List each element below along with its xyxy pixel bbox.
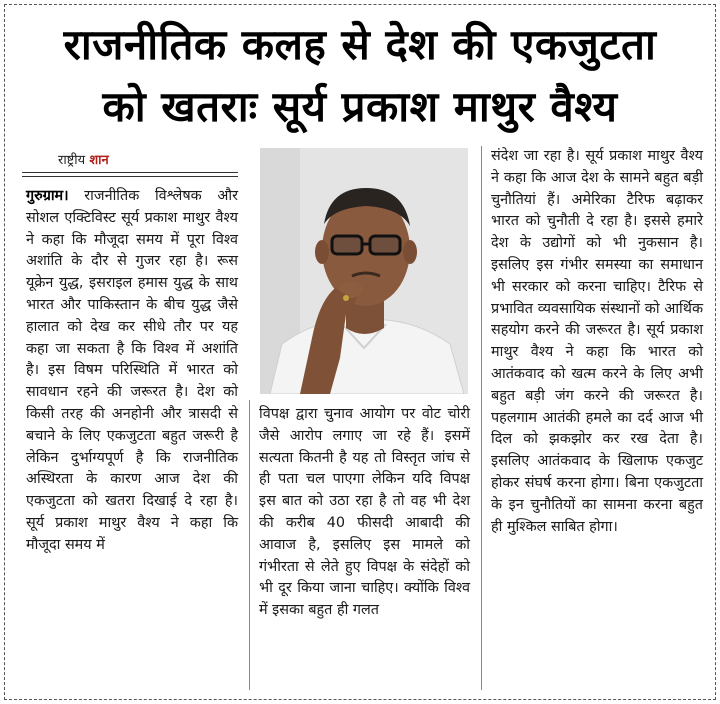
- dateline: गुरुग्राम।: [26, 188, 69, 204]
- article-column-3: [491, 146, 703, 538]
- column-1-text: राजनीतिक विश्लेषक और सोशल एक्टिविस्ट सूर्य प्रकाश माथुर वैश्य ने कहा कि मौजूदा समय में पूरा विश्व अशांति के दौर से गुजर रहा है। रूस यूक्रेन युद्ध, इसराइल हमास युद्ध के साथ भारत और पाकिस्तान के बीच युद्ध जैसे हालात को देख कर सीधे तौर पर यह कहा जा सकता है कि विश्व में अशांति है। इस विषम परिस्थिति में भारत को सावधान रहने की जरूरत है। देश को किसी तरह की अनहोनी और त्रासदी से बचाने के लिए एकजुटता बहुत जरूरी है लेकिन दुर्भाग्यपूर्ण है कि राजनीतिक अस्थिरता के कारण आज देश की एकजुटता को खतरा दिखाई दे रहा है। सूर्य प्रकाश माथुर वैश्य ने कहा कि मौजूदा समय में: [26, 188, 238, 553]
- column-divider-2: [481, 146, 482, 690]
- portrait-photo: [260, 148, 468, 394]
- byline-rule-bottom: [22, 176, 238, 177]
- byline: [58, 150, 228, 168]
- column-2-text: विपक्ष द्वारा चुनाव आयोग पर वोट चोरी जैसे आरोप लगाए जा रहे हैं। इसमें सत्यता कितनी है यह तो विस्तृत जांच से ही पता चल पाएगा लेकिन यदि विपक्ष इस बात को उठा रहा है तो वह भी देश की करीब 40 फीसदी आबादी की आवाज है, इसलिए इस मामले को गंभीरता से लेते हुए विपक्ष के संदेहों को भी दूर किया जाना चाहिए। क्योंकि विश्व में इसका बहुत ही गलत: [259, 406, 470, 619]
- headline: [0, 14, 720, 138]
- column-divider-1: [249, 400, 250, 690]
- byline-prefix: राष्ट्रीय: [58, 153, 90, 168]
- byline-accent: शान: [89, 153, 109, 168]
- byline-rule-top: [22, 172, 238, 173]
- article-column-1: [26, 186, 238, 557]
- headline-line-2: को खतराः सूर्य प्रकाश माथुर वैश्य: [102, 82, 618, 131]
- portrait-illustration: [260, 148, 468, 394]
- article-column-2: [259, 404, 470, 622]
- column-3-text: संदेश जा रहा है। सूर्य प्रकाश माथुर वैश्य ने कहा कि आज देश के सामने बहुत बड़ी चुनौतियां हैं। अमेरिका टैरिफ बढ़ाकर भारत को चुनौती दे रहा है। इससे हमारे देश के उद्योगों को भी नुकसान है। इसलिए इस गंभीर समस्या का समाधान भी सरकार को करना चाहिए। टैरिफ से प्रभावित व्यवसायिक संस्थानों को आर्थिक सहयोग करने की जरूरत है। सूर्य प्रकाश माथुर वैश्य ने कहा कि भारत को आतंकवाद को खत्म करने के लिए अभी बहुत बड़ी जंग करने की जरूरत है। पहलगाम आतंकी हमले का दर्द आज भी दिल को झकझोर कर रख देता है। इसलिए आतंकवाद के खिलाफ एकजुट होकर संघर्ष करना होगा। बिना एकजुटता के इन चुनौतियों का सामना करना बहुत ही मुश्किल साबित होगा।: [491, 148, 703, 535]
- headline-line-1: राजनीतिक कलह से देश की एकजुटता: [63, 20, 657, 69]
